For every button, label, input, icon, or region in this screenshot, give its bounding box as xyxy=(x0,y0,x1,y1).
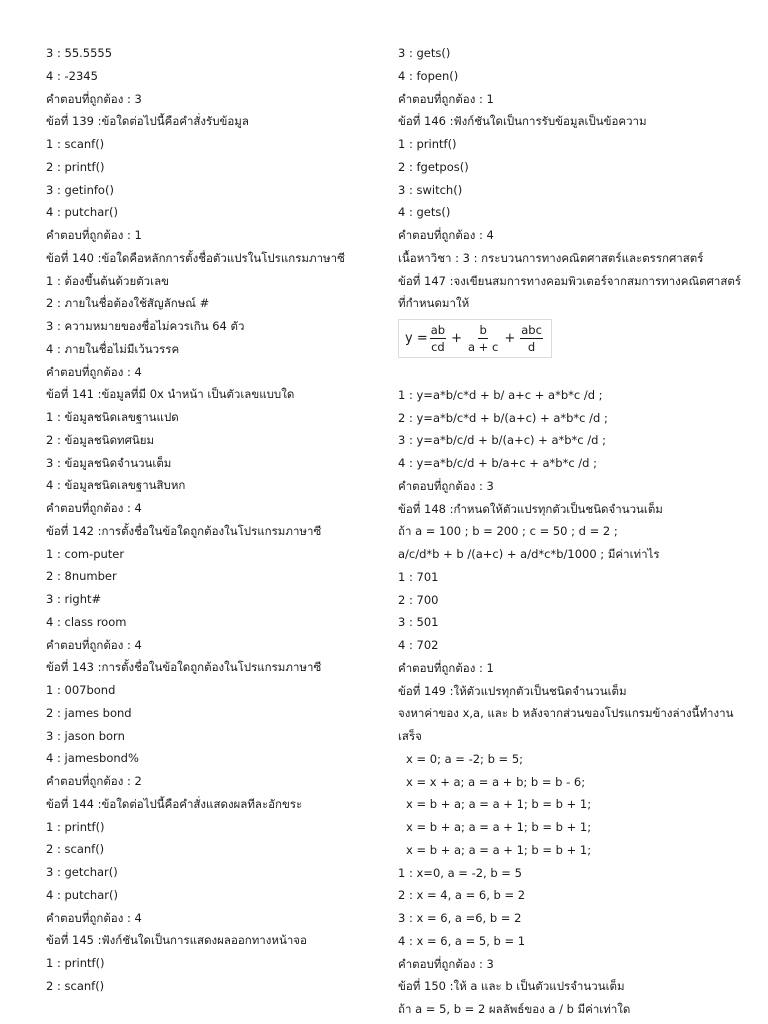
text-line: ข้อที่ 140 :ข้อใดคือหลักการตั้งชื่อตัวแปรในโปรแกรมภาษาซี xyxy=(46,250,345,265)
formula-spacer xyxy=(398,361,748,384)
right-column-section-b xyxy=(398,384,748,703)
formula-plus-1: + xyxy=(451,330,462,346)
text-line: 4 : jamesbond% xyxy=(46,751,139,766)
formula-lhs: y = xyxy=(405,330,428,346)
text-line: 4 : fopen() xyxy=(398,68,459,83)
text-line: 3 : right# xyxy=(46,592,102,606)
text-line: คำตอบที่ถูกต้อง : 4 xyxy=(46,501,142,515)
text-line: คำตอบที่ถูกต้อง : 1 xyxy=(398,91,494,106)
text-line: 2 : y=a*b/c*d + b/(a+c) + a*b*c /d ; xyxy=(398,410,608,425)
formula-denominator-1: cd xyxy=(431,339,445,354)
text-line: คำตอบที่ถูกต้อง : 1 xyxy=(398,660,494,675)
formula-fraction-1 xyxy=(430,323,446,354)
text-line: 1 : ต้องขึ้นต้นด้วยตัวเลข xyxy=(46,273,169,288)
question-149-text: จงหาค่าของ x,a, และ b หลังจากส่วนของโปรแกรมข้างล่างนี้ทำงานเสร็จ xyxy=(398,706,734,743)
text-line: คำตอบที่ถูกต้อง : 4 xyxy=(46,637,142,652)
text-line: 1 : printf() xyxy=(398,137,457,151)
text-line: คำตอบที่ถูกต้อง : 4 xyxy=(46,364,142,379)
right-column-section-c xyxy=(398,862,748,1021)
text-line: 4 : 702 xyxy=(398,638,439,652)
formula-image xyxy=(398,319,552,358)
text-line: 2 : scanf() xyxy=(46,978,105,993)
text-line: 1 : 701 xyxy=(398,569,439,584)
text-line: 1 : y=a*b/c*d + b/ a+c + a*b*c /d ; xyxy=(398,387,603,402)
text-line: ข้อที่ 145 :ฟังก์ชันใดเป็นการแสดงผลออกทางหน้าจอ xyxy=(46,933,307,948)
formula-numerator-3: abc xyxy=(521,322,542,337)
text-line: 4 : putchar() xyxy=(46,887,118,902)
text-line: 3 : switch() xyxy=(398,182,463,197)
text-line: 2 : x = 4, a = 6, b = 2 xyxy=(398,888,526,903)
text-line: 3 : getinfo() xyxy=(46,182,114,197)
text-line: 1 : 007bond xyxy=(46,683,116,697)
text-line: คำตอบที่ถูกต้อง : 1 xyxy=(46,228,142,242)
code-block xyxy=(398,748,748,862)
text-line: ถ้า a = 100 ; b = 200 ; c = 50 ; d = 2 ; xyxy=(398,524,618,539)
text-line: ข้อที่ 149 :ให้ตัวแปรทุกตัวเป็นชนิดจำนวนเต็ม xyxy=(398,683,627,698)
text-line: 2 : 700 xyxy=(398,592,439,607)
text-line: ข้อที่ 141 :ข้อมูลที่มี 0x นำหน้า เป็นตัวเลขแบบใด xyxy=(46,387,295,402)
math-formula xyxy=(398,315,748,361)
code-line: x = x + a; a = a + b; b = b - 6; xyxy=(406,774,586,789)
text-line: ข้อที่ 150 :ให้ a และ b เป็นตัวแปรจำนวนเต็ม xyxy=(398,979,625,994)
text-line: 1 : ข้อมูลชนิดเลขฐานแปด xyxy=(46,410,179,424)
text-line: 4 : class room xyxy=(46,614,127,629)
text-line: คำตอบที่ถูกต้อง : 3 xyxy=(398,956,494,971)
text-line: 1 : scanf() xyxy=(46,137,105,151)
text-line: 2 : printf() xyxy=(46,159,105,174)
text-line: 3 : ข้อมูลชนิดจำนวนเต็ม xyxy=(46,455,172,470)
text-line: เนื้อหาวิชา : 3 : กระบวนการทางคณิตศาสตร์และตรรกศาสตร์ xyxy=(398,250,704,265)
text-line: 4 : ข้อมูลชนิดเลขฐานสิบหก xyxy=(46,478,186,493)
text-line: 2 : 8number xyxy=(46,569,117,584)
text-line: คำตอบที่ถูกต้อง : 4 xyxy=(46,910,142,925)
text-line: ข้อที่ 146 :ฟังก์ชันใดเป็นการรับข้อมูลเป็นข้อความ xyxy=(398,114,647,129)
question-147-text: ข้อที่ 147 :จงเขียนสมการทางคอมพิวเตอร์จากสมการทางคณิตศาสตร์ที่กำหนดมาให้ xyxy=(398,273,742,311)
formula-plus-2: + xyxy=(504,330,516,346)
text-line: ถ้า a = 5, b = 2 ผลลัพธ์ของ a / b มีค่าเท่าใด xyxy=(398,1002,631,1016)
text-line: ข้อที่ 144 :ข้อใดต่อไปนี้คือคำสั่งแสดงผลทีละอักขระ xyxy=(46,796,303,811)
text-line: ข้อที่ 139 :ข้อใดต่อไปนี้คือคำสั่งรับข้อมูล xyxy=(46,114,249,129)
formula-numerator-2: b xyxy=(479,322,487,337)
text-line: 4 : gets() xyxy=(398,205,451,220)
text-line: 3 : ความหมายของชื่อไม่ควรเกิน 64 ตัว xyxy=(46,319,245,333)
text-line: 3 : y=a*b/c/d + b/(a+c) + a*b*c /d ; xyxy=(398,433,606,448)
text-line: 2 : ข้อมูลชนิดทศนิยม xyxy=(46,432,155,447)
text-line: 1 : printf() xyxy=(46,819,105,834)
text-line: คำตอบที่ถูกต้อง : 3 xyxy=(46,91,142,106)
text-line: ข้อที่ 143 :การตั้งชื่อในข้อใดถูกต้องในโปรแกรมภาษาซี xyxy=(46,660,322,675)
left-column xyxy=(46,42,380,998)
text-line: 3 : gets() xyxy=(398,46,451,60)
right-column xyxy=(398,42,748,1021)
formula-numerator-1: ab xyxy=(430,322,446,337)
text-line: 1 : com-puter xyxy=(46,546,125,561)
text-line: 3 : 501 xyxy=(398,615,439,630)
text-line: 3 : 55.5555 xyxy=(46,46,113,60)
text-line: 4 : ภายในชื่อไม่มีเว้นวรรค xyxy=(46,341,180,356)
formula-fraction-2 xyxy=(467,323,499,354)
code-line: x = 0; a = -2; b = 5; xyxy=(406,751,524,766)
text-line: 2 : james bond xyxy=(46,705,132,720)
text-line: 4 : -2345 xyxy=(46,68,98,83)
text-line: คำตอบที่ถูกต้อง : 3 xyxy=(398,478,494,493)
text-line: ข้อที่ 148 :กำหนดให้ตัวแปรทุกตัวเป็นชนิดจำนวนเต็ม xyxy=(398,501,663,516)
text-line: คำตอบที่ถูกต้อง : 4 xyxy=(398,228,494,242)
text-line: 1 : printf() xyxy=(46,956,105,970)
text-line: คำตอบที่ถูกต้อง : 2 xyxy=(46,774,142,788)
text-line: 1 : x=0, a = -2, b = 5 xyxy=(398,865,522,880)
text-line: 3 : jason born xyxy=(46,728,125,743)
text-line: 3 : getchar() xyxy=(46,865,118,879)
text-line: ข้อที่ 142 :การตั้งชื่อในข้อใดถูกต้องในโปรแกรมภาษาซี xyxy=(46,523,322,538)
code-line: x = b + a; a = a + 1; b = b + 1; xyxy=(406,797,592,812)
formula-fraction-3 xyxy=(520,323,543,354)
text-line: 2 : fgetpos() xyxy=(398,159,469,174)
code-line: x = b + a; a = a + 1; b = b + 1; xyxy=(406,842,592,857)
text-line: 4 : x = 6, a = 5, b = 1 xyxy=(398,933,526,948)
right-column-section-a xyxy=(398,42,748,270)
text-line: 4 : y=a*b/c/d + b/a+c + a*b*c /d ; xyxy=(398,456,598,470)
text-line: a/c/d*b + b /(a+c) + a/d*c*b/1000 ; มีค่าเท่าไร xyxy=(398,547,660,561)
code-line: x = b + a; a = a + 1; b = b + 1; xyxy=(406,820,592,834)
text-line: 3 : x = 6, a =6, b = 2 xyxy=(398,911,522,925)
formula-denominator-2: a + c xyxy=(467,339,499,354)
text-line: 2 : ภายในชื่อต้องใช้สัญลักษณ์ # xyxy=(46,296,210,311)
text-line: 4 : putchar() xyxy=(46,205,118,220)
formula-denominator-3: d xyxy=(527,339,536,354)
text-line: 2 : scanf() xyxy=(46,842,105,857)
